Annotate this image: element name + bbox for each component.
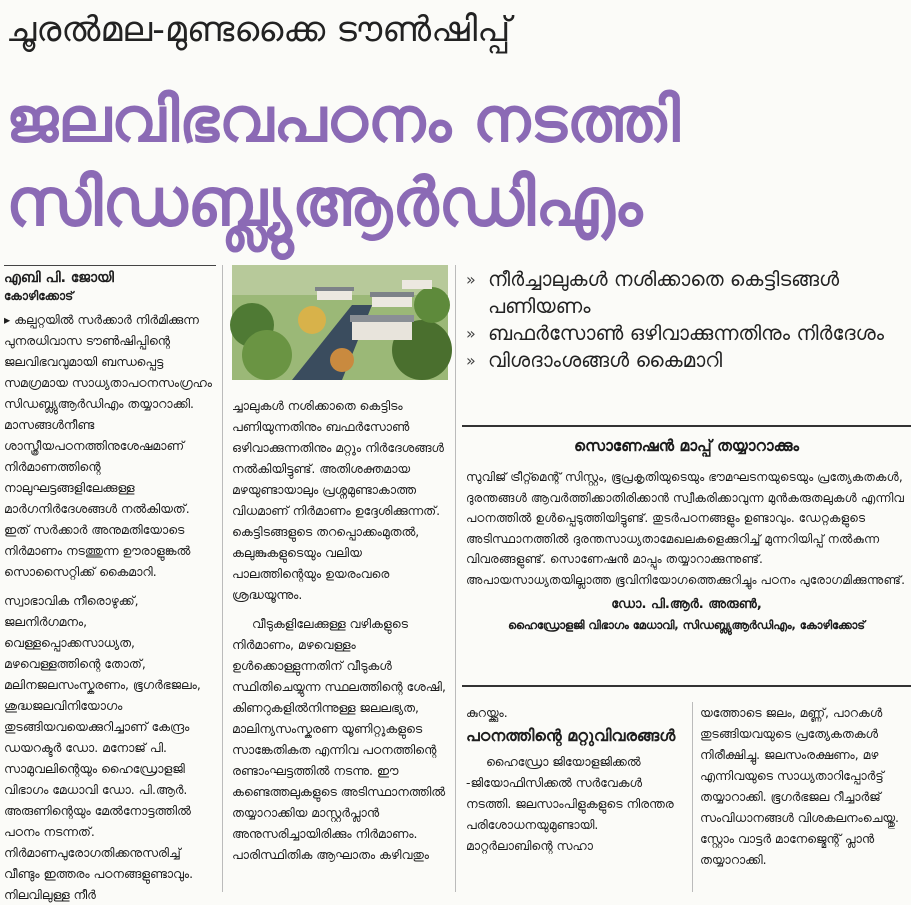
column-4-paragraph: യത്തോടെ ജലം, മണ്ണ്, പാറകൾ തുടങ്ങിയവയുടെ പ്രത്യേകതകൾ നിരീക്ഷിച്ചു. ജലസംരക്ഷണം, മഴ എന്നിവയുടെ സാധ്യതാറിപ്പോർട്ട് തയ്യാറാക്കി. ഭൂഗർഭജല റീച്ചാർജ് സംവിധാനങ്ങൾ വിശകലനംചെയ്തു. സ്റ്റോം വാട്ടർ മാനേജ്മെന്റ് പ്ലാൻ തയ്യാറാക്കി. xyxy=(700,705,899,867)
section-subhead: പഠനത്തിന്റെ മറ്റുവിവരങ്ങൾ xyxy=(466,726,676,745)
column-3-lead: കുറയ്ക്കും. xyxy=(466,705,508,720)
column-divider xyxy=(692,702,693,892)
column-top-rule xyxy=(4,265,216,305)
double-chevron-icon: » xyxy=(466,324,476,343)
column-1 xyxy=(4,265,216,902)
highlight-item xyxy=(466,266,906,320)
column-2 xyxy=(232,395,450,892)
box-signature-title: ഹൈഡ്രോളജി വിഭാഗം മേധാവി, സിഡബ്ല്യുആർഡിഎം, കോഴിക്കോട് xyxy=(508,619,865,632)
column-2-paragraph-2: വീടുകളിലേക്കുള്ള വഴികളുടെ നിർമാണം, മഴവെള്ളം ഉൾക്കൊള്ളുന്നതിന് വീടുകൾ സ്ഥിതിചെയ്യുന്ന സ്ഥലത്തിന്റെ ശേഷി, കിണറുകളിൽനിന്നുള്ള ജലലഭ്യത, മാലിന്യസംസ്കരണ യൂണിറ്റുകളുടെ സാങ്കേതികത എന്നിവ പഠനത്തിന്റെ രണ്ടാംഘട്ടത്തിൽ നടന്നു. ഈ കണ്ടെത്തലുകളുടെ അടിസ്ഥാനത്തിൽ തയ്യാറാക്കിയ മാസ്റ്റർപ്ലാൻ അനുസരിച്ചായിരിക്കും നിർമാണം. പാരിസ്ഥിതിക ആഘാതം കഴിവതും xyxy=(232,616,446,862)
box-signature-name: ഡോ. പി.ആർ. അരുൺ, xyxy=(611,597,762,612)
township-illustration xyxy=(232,265,448,380)
column-3 xyxy=(466,702,686,892)
highlights-list xyxy=(466,266,906,374)
highlight-item xyxy=(466,320,906,347)
headline-line-1: ജലവിഭവപഠനം നടത്തി xyxy=(6,83,680,156)
kicker-headline: ചൂരൽമല-മുണ്ടക്കൈ ടൗൺഷിപ്പ് xyxy=(6,10,511,50)
column-1-paragraph-1: ▸ കല്പറ്റയിൽ സർക്കാർ നിർമിക്കുന്ന പുനരധിവാസ ടൗൺഷിപ്പിന്റെ ജലവിഭവവുമായി ബന്ധപ്പെട്ട സമഗ്രമായ സാധ്യതാപഠനസംഗ്രഹം സിഡബ്ല്യുആർഡിഎം തയ്യാറാക്കി. മാസങ്ങൾനീണ്ട ശാസ്ത്രീയപഠനത്തിനുശേഷമാണ് നിർമാണത്തിന്റെ നാലുഘട്ടങ്ങളിലേക്കുള്ള മാർഗനിർദേശങ്ങൾ നൽകിയത്. ഇത് സർക്കാർ അനുമതിയോടെ നിർമാണം നടത്തുന്ന ഊരാളുങ്കൽ സൊസൈറ്റിക്ക് കൈമാറി. xyxy=(4,312,212,579)
column-divider xyxy=(455,265,456,892)
column-1-paragraph-2: സ്വാഭാവിക നീരൊഴുക്ക്, ജലനിർഗമനം, വെള്ളപ്പൊക്കസാധ്യത, മഴവെള്ളത്തിന്റെ തോത്, മലിനജലസംസ്കരണം, ഭൂഗർഭജലം, ശുദ്ധജലവിനിയോഗം തുടങ്ങിയവയെക്കുറിച്ചാണ് കേന്ദ്രം ഡയറക്ടർ ഡോ. മനോജ് പി. സാമുവലിന്റെയും ഹൈഡ്രോളജി വിഭാഗം മേധാവി ഡോ. പി.ആർ. അരുണിന്റെയും മേൽനോട്ടത്തിൽ പഠനം നടന്നത്. നിർമാണപുരോഗതിക്കനുസരിച്ച് വീണ്ടും ഇത്തരം പഠനങ്ങളുണ്ടാവും. നിലവിലുള്ള നീർ xyxy=(4,593,201,902)
double-chevron-icon: » xyxy=(466,270,476,289)
box-body: സുവിജ് ട്രീറ്റ്മെന്റ് സിസ്റ്റം, ഭൂപ്രകൃതിയുടെയും ഭൗമഘടനയുടെയും പ്രത്യേകതകൾ, ദുരന്തങ്ങൾ ആവർത്തിക്കാതിരിക്കാൻ സ്വീകരിക്കാവുന്ന മുൻകരുതലുകൾ എന്നിവ പഠനത്തിൽ ഉൾപ്പെടുത്തിയിട്ടുണ്ട്. തുടർപഠനങ്ങളും ഉണ്ടാവും. ഡേറ്റകളുടെ അടിസ്ഥാനത്തിൽ ദുരന്തസാധ്യതാമേഖലകളെക്കുറിച്ച് മുന്നറിയിപ്പ് നൽകുന്ന വിവരങ്ങളുണ്ട്. സൊണേഷൻ മാപ്പും തയ്യാറാക്കുന്നുണ്ട്. അപായസാധ്യതയില്ലാത്ത ഭൂവിനിയോഗത്തെക്കുറിച്ചും പഠനം പുരോഗമിക്കുന്നുണ്ട്. xyxy=(466,470,905,587)
township-rendering-photo xyxy=(232,265,448,380)
highlight-text: വിശദാംശങ്ങൾ കൈമാറി xyxy=(488,348,723,372)
box-title: സൊണേഷൻ മാപ്പ് തയ്യാറാക്കും xyxy=(574,437,799,455)
highlight-item xyxy=(466,347,906,374)
headline-line-2: സിഡബ്ല്യുആർഡിഎം xyxy=(6,164,643,241)
byline-name: എബി പി. ജോയി xyxy=(4,270,114,286)
byline-place: കോഴിക്കോട് xyxy=(4,289,74,303)
column-4 xyxy=(700,702,908,892)
column-3-paragraph: ഹൈഡ്രോ ജിയോളജിക്കൽ -ജിയോഫിസിക്കൽ സർവേകൾ നടത്തി. ജലസാംപിളുകളുടെ നിരന്തര പരിശോധനയുമുണ്ടായി. മാറ്റർലാബിന്റെ സഹാ xyxy=(466,754,674,853)
highlight-text: നീർച്ചാലുകൾ നശിക്കാതെ കെട്ടിടങ്ങൾ പണിയണം xyxy=(488,267,840,318)
expert-quote-box xyxy=(462,425,911,687)
column-2-paragraph-1: ച്ചാലുകൾ നശിക്കാതെ കെട്ടിടം പണിയുന്നതിനും ബഫർസോൺ ഒഴിവാക്കുന്നതിനും മറ്റും നിർദേശങ്ങൾ നൽകിയിട്ടുണ്ട്. അതിശക്തമായ മഴയുണ്ടായാലും പ്രശ്നമുണ്ടാകാത്ത വിധമാണ് നിർമാണം ഉദ്ദേശിക്കുന്നത്. കെട്ടിടങ്ങളുടെ തറപ്പൊക്കംമുതൽ, കലുങ്കുകളുടെയും വലിയ പാലത്തിന്റെയും ഉയരംവരെ ശ്രദ്ധയൂന്നും. xyxy=(232,398,444,602)
double-chevron-icon: » xyxy=(466,351,476,370)
highlight-text: ബഫർസോൺ ഒഴിവാക്കുന്നതിനും നിർദേശം xyxy=(488,321,885,345)
column-divider xyxy=(222,265,223,892)
